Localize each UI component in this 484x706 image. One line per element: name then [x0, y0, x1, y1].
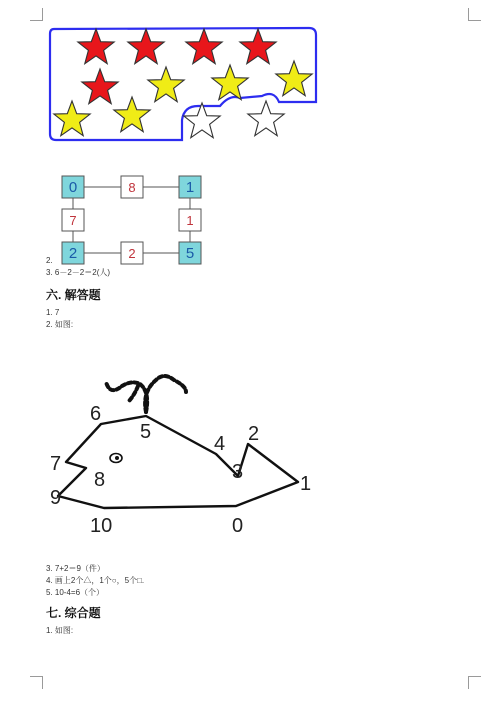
answer-line-7: 1. 如图: [46, 626, 74, 635]
grid-node-7 [179, 242, 201, 264]
grid-node-1 [121, 176, 143, 198]
whale-label-10: 10 [90, 515, 113, 537]
whale-label-9: 9 [50, 487, 62, 509]
grid-node-0 [62, 176, 84, 198]
grid-node-5 [62, 242, 84, 264]
grid-node-label: 0 [68, 179, 78, 196]
answer-line-4: 3. 7+2＝9（件） [46, 564, 105, 573]
whale-body-outline [58, 416, 298, 508]
grid-node-label: 2 [128, 246, 136, 261]
answer-line-6: 5. 10-4=6（个） [46, 588, 105, 597]
whale-label-4: 4 [214, 433, 226, 455]
grid-answer-number: 2. [46, 256, 53, 265]
whale-label-6: 6 [90, 403, 102, 425]
corner-mark-top-left [30, 8, 43, 21]
grid-node-label: 8 [128, 180, 136, 195]
answer-line-2: 2. 如图: [46, 320, 74, 329]
grid-node-label: 1 [186, 213, 194, 228]
grid-node-2 [179, 176, 201, 198]
answer-line-1: 1. 7 [46, 308, 60, 317]
corner-mark-bottom-right [468, 676, 481, 689]
grid-node-6 [121, 242, 143, 264]
whale-label-2: 2 [248, 423, 260, 445]
star-empty-11 [248, 101, 284, 136]
whale-label-0: 0 [232, 515, 244, 537]
grid-node-3 [62, 209, 84, 231]
whale-label-5: 5 [140, 421, 152, 443]
section-heading-six: 六. 解答题 [46, 288, 101, 302]
number-grid-figure [56, 174, 208, 266]
grid-node-label: 7 [69, 213, 77, 228]
grid-node-label: 1 [185, 179, 195, 196]
whale-label-8: 8 [94, 469, 106, 491]
corner-mark-top-right [468, 8, 481, 21]
whale-figure [46, 340, 316, 540]
whale-label-7: 7 [50, 453, 62, 475]
grid-node-4 [179, 209, 201, 231]
grid-node-label: 5 [185, 245, 195, 262]
whale-label-1: 1 [300, 473, 312, 495]
section-heading-seven: 七. 综合题 [46, 606, 101, 620]
star-panel-figure [44, 24, 326, 146]
whale-label-3: 3 [232, 461, 244, 483]
answer-line-5: 4. 画上2个△，1个○，5个□. [46, 576, 145, 585]
grid-node-label: 2 [68, 245, 78, 262]
whale-spout [106, 376, 186, 412]
corner-mark-bottom-left [30, 676, 43, 689]
answer-line-3: 3. 6－2－2＝2(人) [46, 268, 111, 277]
